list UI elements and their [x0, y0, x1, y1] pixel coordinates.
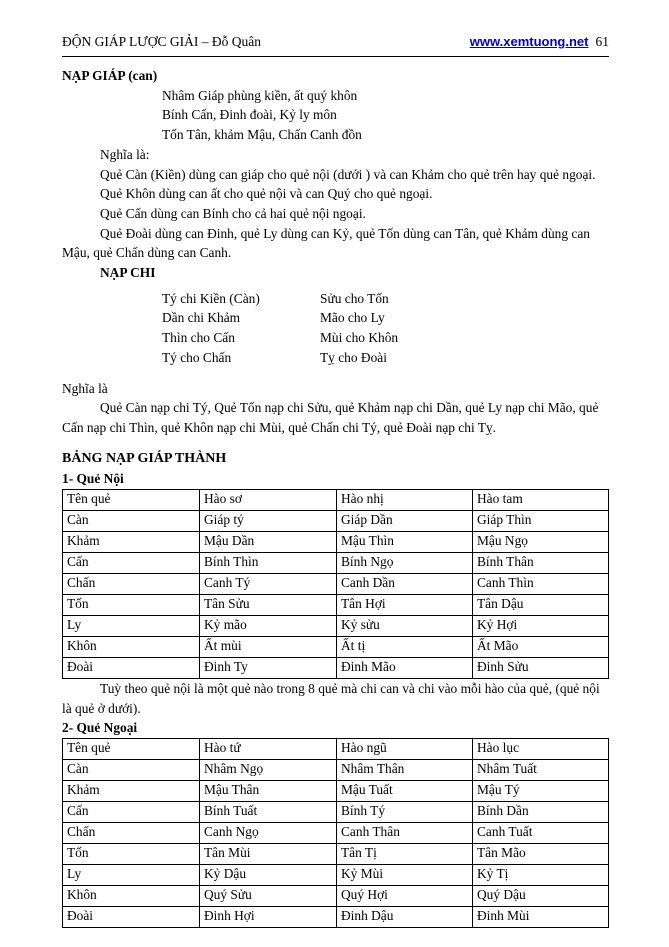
cell: Tân Mão — [473, 844, 609, 865]
column-header: Hào tứ — [200, 739, 337, 760]
body-paragraph: Quẻ Khôn dùng can ất cho quẻ nội và can Quý cho quẻ ngoại. — [100, 186, 433, 202]
table-row — [63, 531, 609, 552]
cell: Đoài — [63, 907, 200, 928]
column-header: Hào lục — [473, 739, 609, 760]
cell: Chấn — [63, 573, 200, 594]
cell: Nhâm Thân — [337, 760, 473, 781]
section-title-bang-nap-giap: BẢNG NẠP GIÁP THÀNH — [62, 450, 227, 466]
section-title-nap-chi: NẠP CHI — [100, 265, 156, 281]
table-row — [63, 823, 609, 844]
column-header: Tên quẻ — [63, 489, 200, 510]
verse-line: Tốn Tân, khảm Mậu, Chấn Canh đồn — [162, 127, 362, 143]
nap-chi-right: Sửu cho Tốn — [320, 290, 389, 306]
header-divider — [62, 56, 609, 57]
table1-caption: 1- Quẻ Nội — [62, 471, 124, 487]
cell: Khôn — [63, 886, 200, 907]
cell: Ất tị — [337, 636, 473, 657]
cell: Càn — [63, 510, 200, 531]
nap-chi-right: Mùi cho Khôn — [320, 330, 399, 346]
verse-line: Nhâm Giáp phùng kiền, ất quý khôn — [162, 87, 358, 103]
cell: Nhâm Ngọ — [200, 760, 337, 781]
cell: Bính Dần — [473, 802, 609, 823]
column-header: Hào ngũ — [337, 739, 473, 760]
table-row — [63, 844, 609, 865]
table-row — [63, 781, 609, 802]
page-header — [62, 34, 609, 50]
table-row — [63, 510, 609, 531]
cell: Quý Hợi — [337, 886, 473, 907]
table2-caption: 2- Quẻ Ngoại — [62, 720, 138, 736]
cell: Ly — [63, 615, 200, 636]
cell: Canh Dần — [337, 573, 473, 594]
header-title: ĐỘN GIÁP LƯỢC GIẢI – Đỗ Quân — [62, 34, 261, 49]
cell: Kỷ mão — [200, 615, 337, 636]
nap-chi-row — [62, 289, 609, 309]
cell: Ất Mão — [473, 636, 609, 657]
nap-chi-left: Dần chi Khảm — [162, 310, 241, 326]
cell: Mậu Tuất — [337, 781, 473, 802]
table-row — [63, 594, 609, 615]
meaning-label: Nghĩa là: — [100, 146, 150, 162]
table-row — [63, 615, 609, 636]
table-row — [63, 886, 609, 907]
cell: Đinh Mão — [337, 657, 473, 678]
column-header: Hào sơ — [200, 489, 337, 510]
column-header: Hào nhị — [337, 489, 473, 510]
cell: Quý Dậu — [473, 886, 609, 907]
cell: Kỷ Hợi — [473, 615, 609, 636]
cell: Giáp Dần — [337, 510, 473, 531]
cell: Đinh Mùi — [473, 907, 609, 928]
cell: Chấn — [63, 823, 200, 844]
table-row — [63, 865, 609, 886]
nap-chi-row — [62, 348, 609, 368]
table-row — [63, 657, 609, 678]
body-paragraph: Quẻ Càn nạp chi Tý, Quẻ Tốn nạp chi Sửu, quẻ Khảm nạp chi Dần, quẻ Ly nạp chi Mão, quẻ Cấn nạp chi Thìn, quẻ Khôn nạp chi Mùi, quẻ Chấn chi Tý, quẻ Đoài nạp chi Tỵ. — [62, 400, 599, 435]
column-header: Hào tam — [473, 489, 609, 510]
cell: Mậu Thân — [200, 781, 337, 802]
table-que-ngoai — [62, 738, 609, 928]
cell: Bính Tý — [337, 802, 473, 823]
table-row — [63, 552, 609, 573]
cell: Tốn — [63, 594, 200, 615]
cell: Bính Thìn — [200, 552, 337, 573]
cell: Quý Sửu — [200, 886, 337, 907]
body-paragraph: Quẻ Đoài dùng can Đinh, quẻ Ly dùng can Kỷ, quẻ Tốn dùng can Tân, quẻ Khảm dùng can Mậu, quẻ Chấn dùng can Canh. — [62, 225, 591, 261]
cell: Kỷ sửu — [337, 615, 473, 636]
cell: Đinh Hợi — [200, 907, 337, 928]
cell: Canh Thìn — [473, 573, 609, 594]
cell: Tân Dậu — [473, 594, 609, 615]
nap-chi-left: Tý cho Chấn — [162, 349, 232, 365]
cell: Đoài — [63, 657, 200, 678]
table-header-row — [63, 739, 609, 760]
body-paragraph: Quẻ Càn (Kiền) dùng can giáp cho quẻ nội (dưới ) và can Khảm cho quẻ trên hay quẻ ngoại. — [100, 166, 596, 182]
page-number: 61 — [595, 34, 609, 49]
cell: Giáp Thìn — [473, 510, 609, 531]
header-right-group — [470, 34, 609, 50]
cell: Tân Hợi — [337, 594, 473, 615]
cell: Kỷ Mùi — [337, 865, 473, 886]
table-row — [63, 802, 609, 823]
cell: Mậu Ngọ — [473, 531, 609, 552]
table-row — [63, 760, 609, 781]
cell: Đinh Ty — [200, 657, 337, 678]
cell: Tân Sửu — [200, 594, 337, 615]
cell: Bính Tuất — [200, 802, 337, 823]
verse-line: Bính Cấn, Đinh đoài, Kỷ ly môn — [162, 107, 337, 123]
cell: Khảm — [63, 781, 200, 802]
table1-note: Tuỳ theo quẻ nội là một quẻ nào trong 8 quẻ mà chi can và chi vào mỗi hào của quẻ, (quẻ nội là quẻ ở dưới). — [62, 680, 600, 716]
cell: Cấn — [63, 552, 200, 573]
column-header: Tên quẻ — [63, 739, 200, 760]
nap-chi-row — [62, 308, 609, 328]
cell: Canh Tý — [200, 573, 337, 594]
cell: Càn — [63, 760, 200, 781]
table-row — [63, 636, 609, 657]
cell: Canh Ngọ — [200, 823, 337, 844]
cell: Bính Thân — [473, 552, 609, 573]
cell: Tốn — [63, 844, 200, 865]
body-paragraph: Quẻ Cấn dùng can Bính cho cả hai quẻ nội ngoại. — [100, 205, 366, 221]
cell: Bính Ngọ — [337, 552, 473, 573]
cell: Tân Tị — [337, 844, 473, 865]
cell: Canh Thân — [337, 823, 473, 844]
cell: Kỷ Dậu — [200, 865, 337, 886]
cell: Nhâm Tuất — [473, 760, 609, 781]
website-link[interactable]: www.xemtuong.net — [469, 34, 589, 49]
cell: Đinh Sửu — [473, 657, 609, 678]
cell: Cấn — [63, 802, 200, 823]
table-que-noi — [62, 489, 609, 679]
cell: Ly — [63, 865, 200, 886]
nap-chi-row — [62, 328, 609, 348]
nap-chi-left: Thìn cho Cấn — [162, 330, 235, 346]
table-header-row — [63, 489, 609, 510]
cell: Canh Tuất — [473, 823, 609, 844]
cell: Khảm — [63, 531, 200, 552]
cell: Mậu Thìn — [337, 531, 473, 552]
section-title-nap-giap: NẠP GIÁP (can) — [62, 68, 158, 83]
cell: Tân Mùi — [200, 844, 337, 865]
cell: Mậu Tý — [473, 781, 609, 802]
cell: Đinh Dậu — [337, 907, 473, 928]
cell: Mậu Dần — [200, 531, 337, 552]
nap-chi-right: Mão cho Ly — [320, 310, 385, 326]
table-row — [63, 573, 609, 594]
nap-chi-left: Tý chi Kiền (Càn) — [162, 290, 260, 306]
cell: Ất mùi — [200, 636, 337, 657]
cell: Khôn — [63, 636, 200, 657]
nap-chi-right: Tỵ cho Đoài — [320, 349, 387, 365]
table-row — [63, 907, 609, 928]
document-body — [62, 66, 609, 928]
meaning-label: Nghĩa là — [62, 380, 108, 396]
cell: Giáp tý — [200, 510, 337, 531]
cell: Kỷ Tị — [473, 865, 609, 886]
